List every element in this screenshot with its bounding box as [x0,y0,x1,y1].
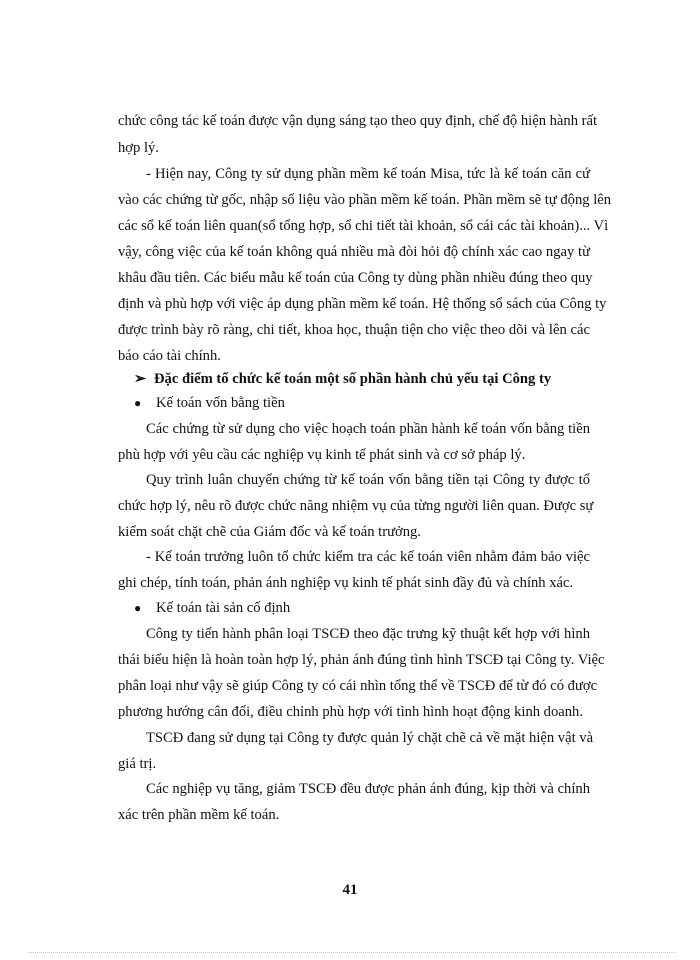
paragraph-line: phương hướng cân đối, điều chỉnh phù hợp với tình hình hoạt động kinh doanh. [118,704,583,720]
paragraph-line: chức hợp lý, nêu rõ được chức năng nhiệm vụ của từng người liên quan. Được sự [118,498,594,514]
paragraph-line: Công ty tiến hành phân loại TSCĐ theo đặc trưng kỹ thuật kết hợp với hình [146,626,590,642]
paragraph-line: báo cáo tài chính. [118,348,221,364]
section-heading-text: Đặc điểm tổ chức kế toán một số phần hành chủ yếu tại Công ty [154,371,552,387]
paragraph-line: TSCĐ đang sử dụng tại Công ty được quản lý chặt chẽ cả về mặt hiện vật và [146,730,594,746]
paragraph-line: ghi chép, tính toán, phản ánh nghiệp vụ kinh tế phát sinh đầy đủ và chính xác. [118,575,574,591]
paragraph-line: phù hợp với yêu cầu các nghiệp vụ kinh tế phát sinh và cơ sở pháp lý. [118,447,526,463]
paragraph-line: phân loại như vậy sẽ giúp Công ty có cái nhìn tổng thể về TSCĐ để từ đó có được [118,678,598,694]
page-number: 41 [342,882,358,898]
bullet-dot-icon: ● [134,396,142,410]
paragraph-line: Quy trình luân chuyển chứng từ kế toán vốn bằng tiền tại Công ty được tổ [146,472,590,488]
paragraph-line: - Kế toán trưởng luôn tổ chức kiểm tra các kế toán viên nhằm đảm bảo việc [146,549,590,565]
paragraph-line: giá trị. [118,756,157,772]
bullet-item-label: Kế toán tài sản cố định [156,600,291,616]
paragraph-line: xác trên phần mềm kế toán. [118,807,280,823]
paragraph-line: định và phù hợp với việc áp dụng phần mềm kế toán. Hệ thống sổ sách của Công ty [118,296,607,312]
paragraph-line: vào các chứng từ gốc, nhập số liệu vào phần mềm kế toán. Phần mềm sẽ tự động lên [118,192,612,208]
paragraph-line: Các chứng từ sử dụng cho việc hoạch toán phần hành kế toán vốn bằng tiền [146,421,590,437]
paragraph-line: vậy, công việc của kế toán không quá nhiều mà đòi hỏi độ chính xác cao ngay từ [118,244,590,260]
paragraph-line: kiểm soát chặt chẽ của Giám đốc và kế toán trưởng. [118,524,421,540]
paragraph-line: khâu đầu tiên. Các biểu mẫu kế toán của Công ty dùng phần nhiều đúng theo quy [118,270,593,286]
paragraph-line: các sổ kế toán liên quan(sổ tổng hợp, sổ chi tiết tài khoản, sổ cái các tài khoản)... Vì [118,218,609,234]
bullet-item-fixed-assets [134,598,290,618]
bullet-dot-icon: ● [134,601,142,615]
paragraph-line: chức công tác kế toán được vận dụng sáng tạo theo quy định, chế độ hiện hành rất [118,113,598,129]
paragraph-line: hợp lý. [118,140,159,156]
paragraph-line: thái biểu hiện là hoàn toàn hợp lý, phản ánh đúng tình hình TSCĐ tại Công ty. Việc [118,652,605,668]
paragraph-line: được trình bày rõ ràng, chi tiết, khoa học, thuận tiện cho việc theo dõi và lên các [118,322,590,338]
paragraph-line: - Hiện nay, Công ty sử dụng phần mềm kế toán Misa, tức là kế toán căn cứ [146,166,590,182]
bullet-item-label: Kế toán vốn bằng tiền [156,395,285,411]
paragraph-line: Các nghiệp vụ tăng, giảm TSCĐ đều được phản ánh đúng, kịp thời và chính [146,781,590,797]
section-heading [134,369,551,389]
page-bottom-divider [28,952,676,953]
arrow-bullet-icon: ➢ [134,371,147,387]
bullet-item-cash [134,393,285,413]
